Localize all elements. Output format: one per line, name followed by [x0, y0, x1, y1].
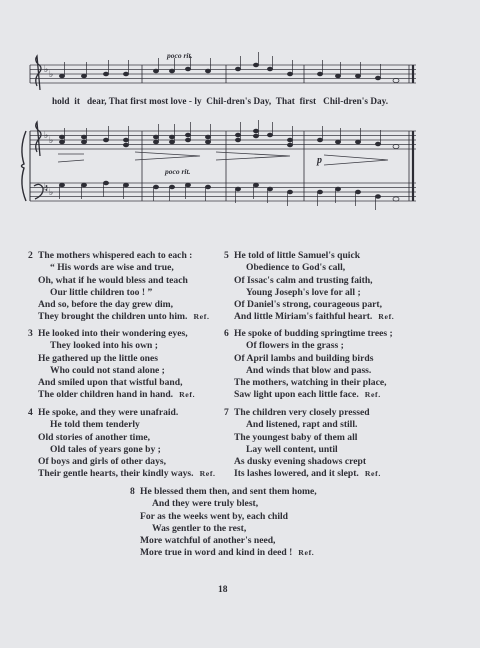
stanza-line-text: Saw light upon each little face.: [234, 389, 359, 401]
stanza-line: [130, 547, 317, 559]
stanza-8: [130, 486, 317, 560]
stanza-line: [224, 468, 381, 480]
stanza-line: [224, 456, 381, 468]
stanza-line: [28, 389, 195, 401]
stanza-line: [130, 486, 317, 498]
stanza-line: [130, 511, 317, 523]
stanza-line: [224, 299, 394, 311]
stanza-line-text: Of flowers in the grass ;: [246, 340, 344, 352]
stanza-line: [224, 419, 381, 431]
stanza-line: [224, 407, 381, 419]
stanza-line-text: Young Joseph's love for all ;: [246, 286, 361, 298]
stanza-line: [224, 353, 393, 365]
page-number: 18: [218, 585, 228, 595]
stanza-line: [28, 432, 216, 444]
stanza-line: [28, 275, 210, 287]
stanza-line-text: And so, before the day grew dim,: [38, 299, 174, 311]
refrain-mark: Ref.: [298, 548, 315, 558]
stanza-line: [28, 250, 210, 262]
lyric-line: hold it dear, That first most love - ly Chil-dren's Day, That first Chil-dren's Day.: [52, 96, 389, 106]
stanza-line-text: They brought the children unto him.: [38, 311, 188, 323]
stanza-line: [28, 299, 210, 311]
stanza-number: 7: [224, 407, 229, 418]
stanza-line-text: He spoke, and they were unafraid.: [38, 407, 179, 418]
svg-text:♭: ♭: [49, 188, 54, 198]
tempo-mark-voice: poco rit.: [167, 51, 193, 60]
stanza-line-text: Our little children too ! ”: [50, 286, 153, 298]
refrain-mark: Ref.: [179, 390, 196, 400]
stanza-number: 8: [130, 486, 135, 497]
stanza-3: [28, 328, 195, 402]
stanza-line: [224, 377, 393, 389]
stanza-line-text: More true in word and kind in deed !: [140, 547, 293, 559]
stanza-line: [130, 498, 317, 510]
svg-text:♭: ♭: [49, 70, 54, 80]
svg-text:♭: ♭: [44, 65, 49, 75]
stanza-line-text: He blessed them then, and sent them home,: [140, 486, 317, 497]
stanza-line-text: Oh, what if he would bless and teach: [38, 274, 188, 286]
stanza-line-text: And they were truly blest,: [152, 498, 259, 510]
stanza-line-text: And winds that blow and pass.: [246, 364, 372, 376]
svg-text:♭: ♭: [44, 183, 49, 193]
stanza-line: [224, 311, 394, 323]
stanza-line: [28, 353, 195, 365]
stanza-line: [224, 328, 393, 340]
refrain-mark: Ref.: [378, 312, 395, 322]
stanza-line-text: Old tales of years gone by ;: [50, 443, 161, 455]
refrain-mark: Ref.: [364, 469, 381, 479]
stanza-4: [28, 407, 216, 481]
refrain-mark: Ref.: [364, 390, 381, 400]
stanza-line: [224, 444, 381, 456]
stanza-line: [224, 432, 381, 444]
stanza-line-text: The children very closely pressed: [234, 407, 370, 418]
stanza-line: [28, 328, 195, 340]
stanza-line-text: And smiled upon that wistful band,: [38, 377, 183, 389]
stanza-5: [224, 250, 394, 324]
stanza-line-text: Of Issac's calm and trusting faith,: [234, 274, 373, 286]
stanza-line-text: Was gentler to the rest,: [152, 522, 247, 534]
stanza-line: [224, 262, 394, 274]
stanza-line-text: Of April lambs and building birds: [234, 352, 374, 364]
stanza-line: [28, 365, 195, 377]
stanza-number: 5: [224, 250, 229, 261]
stanza-line: [224, 275, 394, 287]
stanza-line-text: The older children hand in hand.: [38, 389, 174, 401]
stanza-line: [224, 287, 394, 299]
stanza-line: [28, 456, 216, 468]
stanza-line-text: The youngest baby of them all: [234, 431, 358, 443]
stanza-line-text: Their gentle hearts, their kindly ways.: [38, 468, 194, 480]
stanza-line: [28, 407, 216, 419]
stanza-line-text: He told them tenderly: [50, 419, 140, 431]
stanza-line: [224, 250, 394, 262]
stanza-line-text: The mothers, watching in their place,: [234, 377, 387, 389]
tempo-mark-piano: poco rit.: [165, 167, 191, 176]
stanza-line: [28, 262, 210, 274]
stanza-line-text: Obedience to God's call,: [246, 262, 346, 274]
stanza-line-text: “ His words are wise and true,: [50, 262, 174, 274]
stanza-line: [28, 444, 216, 456]
stanza-line: [130, 535, 317, 547]
stanza-line-text: He spoke of budding springtime trees ;: [234, 328, 393, 339]
refrain-mark: Ref.: [193, 312, 210, 322]
stanza-number: 6: [224, 328, 229, 339]
stanza-line-text: More watchful of another's need,: [140, 535, 276, 547]
stanza-line-text: Of boys and girls of other days,: [38, 456, 167, 468]
stanza-line: [28, 340, 195, 352]
stanza-2: [28, 250, 210, 324]
stanza-line: [28, 468, 216, 480]
stanza-line: [28, 377, 195, 389]
stanza-line-text: And listened, rapt and still.: [246, 419, 358, 431]
stanza-line-text: He looked into their wondering eyes,: [38, 328, 188, 339]
stanza-line: [224, 340, 393, 352]
stanza-number: 3: [28, 328, 33, 339]
stanza-line-text: They looked into his own ;: [50, 340, 158, 352]
stanza-number: 4: [28, 407, 33, 418]
stanza-7: [224, 407, 381, 481]
stanza-line-text: Old stories of another time,: [38, 431, 151, 443]
stanza-line: [130, 523, 317, 535]
stanza-line: [28, 287, 210, 299]
stanza-line-text: He gathered up the little ones: [38, 352, 159, 364]
svg-text:♭: ♭: [44, 131, 49, 141]
stanza-line-text: He told of little Samuel's quick: [234, 250, 361, 261]
stanza-line-text: As dusky evening shadows crept: [234, 456, 367, 468]
refrain-mark: Ref.: [199, 469, 216, 479]
stanza-line-text: Who could not stand alone ;: [50, 364, 165, 376]
stanza-line-text: The mothers whispered each to each :: [38, 250, 193, 261]
stanza-line-text: Its lashes lowered, and it slept.: [234, 468, 359, 480]
stanza-line-text: For as the weeks went by, each child: [140, 510, 288, 522]
svg-text:♭: ♭: [49, 136, 54, 146]
stanza-number: 2: [28, 250, 33, 261]
stanza-line: [28, 419, 216, 431]
stanza-line-text: Lay well content, until: [246, 443, 338, 455]
stanza-line: [224, 389, 393, 401]
stanza-line-text: Of Daniel's strong, courageous part,: [234, 299, 382, 311]
stanza-6: [224, 328, 393, 402]
stanza-line-text: And little Miriam's faithful heart.: [234, 311, 373, 323]
dynamic-mark: p: [317, 155, 322, 166]
stanza-line: [28, 311, 210, 323]
music-score: [0, 0, 480, 220]
stanza-line: [224, 365, 393, 377]
